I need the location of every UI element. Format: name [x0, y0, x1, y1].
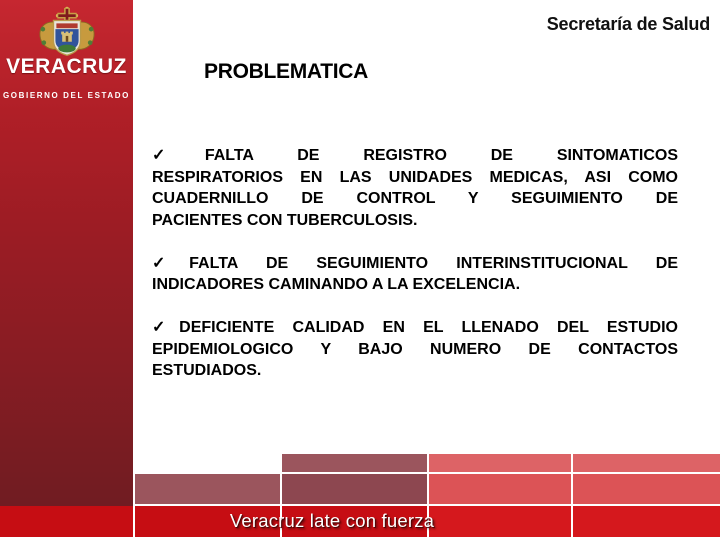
- footer-grid-cell: [282, 474, 427, 504]
- bullet-line: ✓FALTA DE SEGUIMIENTO INTERINSTITUCIONAL DE: [152, 254, 678, 272]
- footer-slogan: Veracruz late con fuerza: [229, 510, 435, 531]
- footer-band-segment: [573, 506, 720, 537]
- bullet-line: INDICADORES CAMINANDO A LA EXCELENCIA.: [152, 276, 521, 293]
- bullet-line: ✓FALTA DE REGISTRO DE SINTOMATICOS: [152, 147, 678, 164]
- bullet-paragraph-3: [152, 317, 678, 382]
- bullet-line: ✓DEFICIENTE CALIDAD EN EL LLENADO DEL ESTUDIO: [152, 319, 678, 336]
- veracruz-coat-of-arms-icon: [36, 6, 98, 62]
- gobierno-del-estado-tagline: GOBIERNO DEL ESTADO: [2, 91, 130, 100]
- veracruz-wordmark: VERACRUZ: [6, 55, 127, 78]
- bullet-line: RESPIRATORIOS EN LAS UNIDADES MEDICAS, ASI COMO: [152, 168, 678, 186]
- bullet-line: EPIDEMIOLOGICO Y BAJO NUMERO DE CONTACTOS: [152, 340, 678, 358]
- bullet-line: CUADERNILLO DE CONTROL Y SEGUIMIENTO DE: [152, 190, 678, 207]
- slide-title: PROBLEMATICA: [204, 60, 369, 83]
- footer-grid-cell: [282, 454, 427, 472]
- footer-grid-cell: [429, 474, 571, 504]
- sidebar: [0, 0, 133, 506]
- bullet-paragraph-1: [152, 145, 678, 231]
- footer-grid-cell: [429, 454, 571, 472]
- footer-grid-cell: [573, 474, 720, 504]
- bullet-paragraph-2: [152, 253, 678, 296]
- footer-grid-cell: [573, 454, 720, 472]
- bullet-line: PACIENTES CON TUBERCULOSIS.: [152, 211, 418, 229]
- problem-list: [152, 145, 678, 403]
- footer-grid-cell: [135, 474, 280, 504]
- bullet-line: ESTUDIADOS.: [152, 362, 262, 379]
- agency-header: Secretaría de Salud: [546, 14, 710, 34]
- footer-band-segment: [0, 506, 133, 537]
